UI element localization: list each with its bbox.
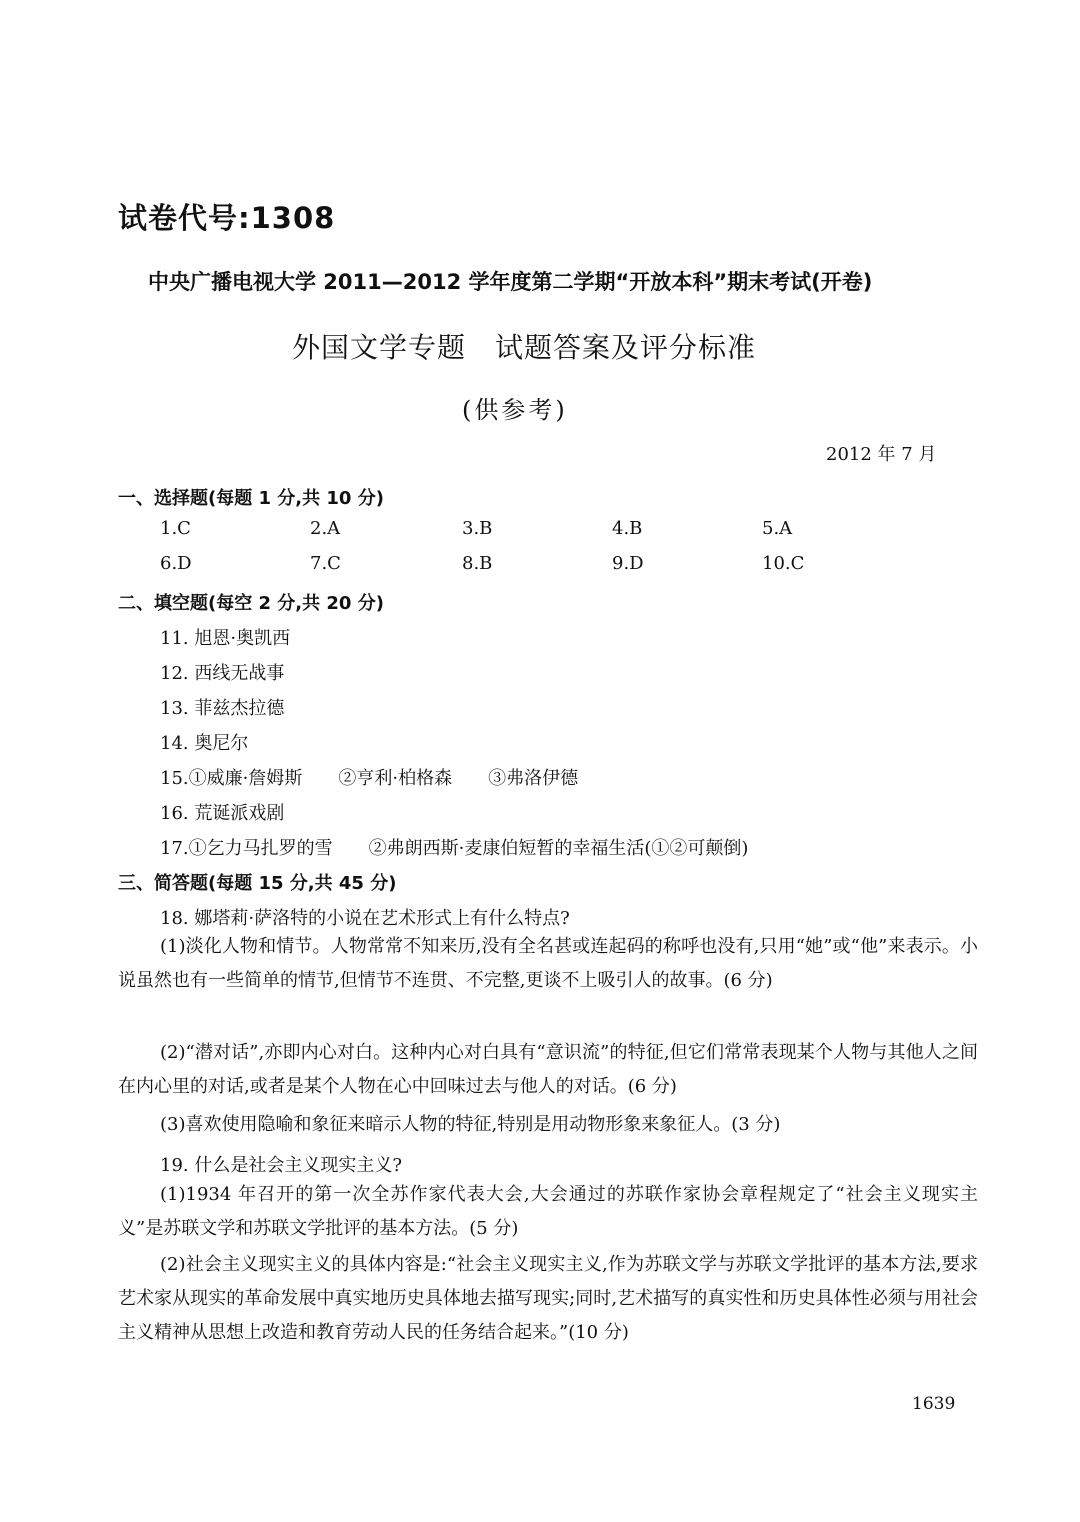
section-heading-fill: 二、填空题(每空 2 分,共 20 分)	[118, 593, 384, 614]
answer-item: 8.B	[462, 553, 493, 574]
answer-text: (1)淡化人物和情节。人物常常不知来历,没有全名甚或连起码的称呼也没有,只用“她”或“他”来表示。小说虽然也有一些简单的情节,但情节不连贯、不完整,更谈不上吸引人的故事。(6 分)	[118, 936, 978, 991]
answer-text: (2)“潜对话”,亦即内心对白。这种内心对白具有“意识流”的特征,但它们常常表现某个人物与其他人之间在内心里的对话,或者是某个人物在心中回味过去与他人的对话。(6 分)	[118, 1042, 978, 1097]
reference-note: (供参考)	[462, 396, 568, 424]
answer-item: 10.C	[762, 553, 805, 574]
answer-item: 4.B	[612, 518, 643, 539]
answer-paragraph	[118, 930, 978, 998]
fill-item: 13. 菲兹杰拉德	[160, 698, 285, 719]
document-date: 2012 年 7 月	[826, 444, 937, 465]
answer-item: 7.C	[310, 553, 341, 574]
answer-item: 3.B	[462, 518, 493, 539]
document-title: 外国文学专题 试题答案及评分标准	[292, 331, 757, 364]
answer-paragraph	[118, 1036, 978, 1104]
answer-item: 9.D	[612, 553, 644, 574]
answer-item: 5.A	[762, 518, 793, 539]
fill-item: 14. 奥尼尔	[160, 733, 249, 754]
answer-text: (2)社会主义现实主义的具体内容是:“社会主义现实主义,作为苏联文学与苏联文学批评的基本方法,要求艺术家从现实的革命发展中真实地历史具体地去描写现实;同时,艺术描写的真实性和历史具体性必须与用社会主义精神从思想上改造和教育劳动人民的任务结合起来。”(10 分)	[118, 1254, 978, 1343]
answer-item: 6.D	[160, 553, 192, 574]
fill-item: 17.①乞力马扎罗的雪 ②弗朗西斯·麦康伯短暂的幸福生活(①②可颠倒)	[160, 838, 749, 859]
fill-item: 16. 荒诞派戏剧	[160, 803, 285, 824]
answer-text: (1)1934 年召开的第一次全苏作家代表大会,大会通过的苏联作家协会章程规定了“社会主义现实主义”是苏联文学和苏联文学批评的基本方法。(5 分)	[118, 1184, 978, 1239]
question-18: 18. 娜塔莉·萨洛特的小说在艺术形式上有什么特点?	[160, 908, 570, 929]
exam-header: 中央广播电视大学 2011—2012 学年度第二学期“开放本科”期末考试(开卷)	[148, 270, 873, 294]
section-heading-short-answer: 三、简答题(每题 15 分,共 45 分)	[118, 873, 397, 894]
answer-paragraph	[118, 1178, 978, 1246]
paper-code: 试卷代号:1308	[118, 201, 336, 235]
answer-paragraph	[118, 1248, 978, 1350]
fill-item: 11. 旭恩·奥凯西	[160, 628, 291, 649]
page-number: 1639	[912, 1394, 956, 1414]
question-19: 19. 什么是社会主义现实主义?	[160, 1155, 402, 1176]
answer-item: 2.A	[310, 518, 341, 539]
section-heading-choice: 一、选择题(每题 1 分,共 10 分)	[118, 488, 384, 509]
answer-text: (3)喜欢使用隐喻和象征来暗示人物的特征,特别是用动物形象来象征人。(3 分)	[160, 1114, 781, 1135]
fill-item: 15.①威廉·詹姆斯 ②亨利·柏格森 ③弗洛伊德	[160, 768, 579, 789]
fill-item: 12. 西线无战事	[160, 663, 285, 684]
answer-paragraph	[118, 1108, 978, 1142]
answer-item: 1.C	[160, 518, 191, 539]
